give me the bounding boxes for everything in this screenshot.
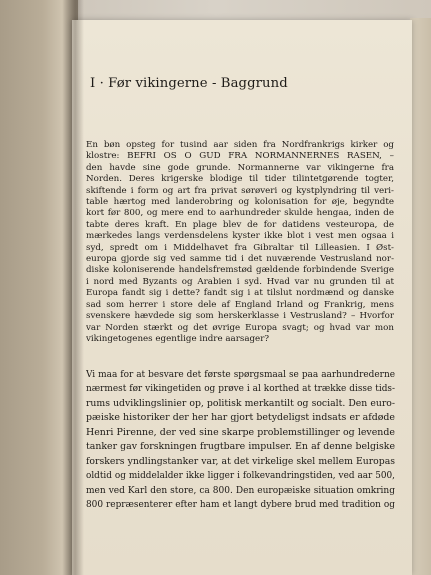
intro-line: mærkedes langs verdensdelens kyster ikke blot i vest men ogsaa i <box>86 231 394 242</box>
intro-line: table hærtog med landerobring og kolonisation for øje, begyndte <box>86 197 394 208</box>
intro-line: var Norden stærkt og det øvrige Europa svagt; og hvad var mon <box>86 322 394 333</box>
intro-line: diske koloniserende handelsfremstød gældende forbindende Sverige <box>86 265 394 276</box>
spine-shadow <box>62 0 84 575</box>
body-line: forskers yndlingstanker var, at det virkelige skel mellem Europas <box>86 455 395 467</box>
intro-line: klostre: BEFRI OS O GUD FRA NORMANNERNES RASEN, – <box>86 151 394 162</box>
main-paragraph <box>86 368 395 513</box>
intro-paragraph <box>86 140 394 345</box>
body-line: tanker gav forskningen frugtbare impulser. En af denne belgiske <box>86 441 395 453</box>
intro-line: sad som herrer i store dele af England Irland og Frankrig, mens <box>86 299 394 310</box>
body-line: oldtid og middelalder ikke ligger i folkevandringstiden, ved aar 500, <box>86 471 395 482</box>
page-edge <box>410 18 431 575</box>
intro-line: tabte deres kraft. En plage blev de for datidens vesteuropa, de <box>86 219 394 230</box>
body-line: men ved Karl den store, ca 800. Den europæiske situation omkring <box>86 485 395 496</box>
intro-line: vikingetogenes egentlige indre aarsager? <box>86 333 270 344</box>
body-line: Vi maa for at besvare det første spørgsmaal se paa aarhundrederne <box>86 370 395 380</box>
intro-line: Norden. Deres krigerske blodige til tider tilintetgørende togter, <box>86 174 394 185</box>
intro-line: kort før 800, og mere end to aarhundreder skulde hengaa, inden de <box>86 208 394 219</box>
body-line: nærmest før vikingetiden og prøve i al korthed at trække disse tids- <box>86 384 395 395</box>
chapter-heading: I · Før vikingerne - Baggrund <box>90 76 288 91</box>
body-line: 800 repræsenterer efter ham et langt dybere brud med tradition og <box>86 500 395 511</box>
intro-line: syd, spredt om i Middelhavet fra Gibraltar til Lilleasien. I Øst- <box>86 242 394 253</box>
intro-line: europa gjorde sig ved samme tid i det nuværende Vestrusland nor- <box>86 254 394 265</box>
intro-line: En bøn opsteg for tusind aar siden fra Nordfrankrigs kirker og <box>86 140 394 150</box>
body-line: pæiske historiker der her har gjort betydeligst indsats er afdøde <box>86 412 395 424</box>
intro-line: svenskere hævdede sig som herskerklasse i Vestrusland? – Hvorfor <box>86 311 394 322</box>
intro-line: den havde sine gode grunde. Normannerne var vikingerne fra <box>86 162 394 173</box>
body-line: Henri Pirenne, der ved sine skarpe problemstillinger og levende <box>86 426 395 438</box>
body-line: rums udviklingslinier op, politisk merkantilt og socialt. Den euro- <box>86 397 395 409</box>
intro-line: Europa fandt sig i dette? fandt sig i at tilslut nordmænd og danske <box>86 288 394 299</box>
intro-line: i nord med Byzants og Arabien i syd. Hvad var nu grunden til at <box>86 276 394 287</box>
intro-line: skiftende i form og art fra privat sørøveri og kystplyndring til veri- <box>86 185 394 196</box>
